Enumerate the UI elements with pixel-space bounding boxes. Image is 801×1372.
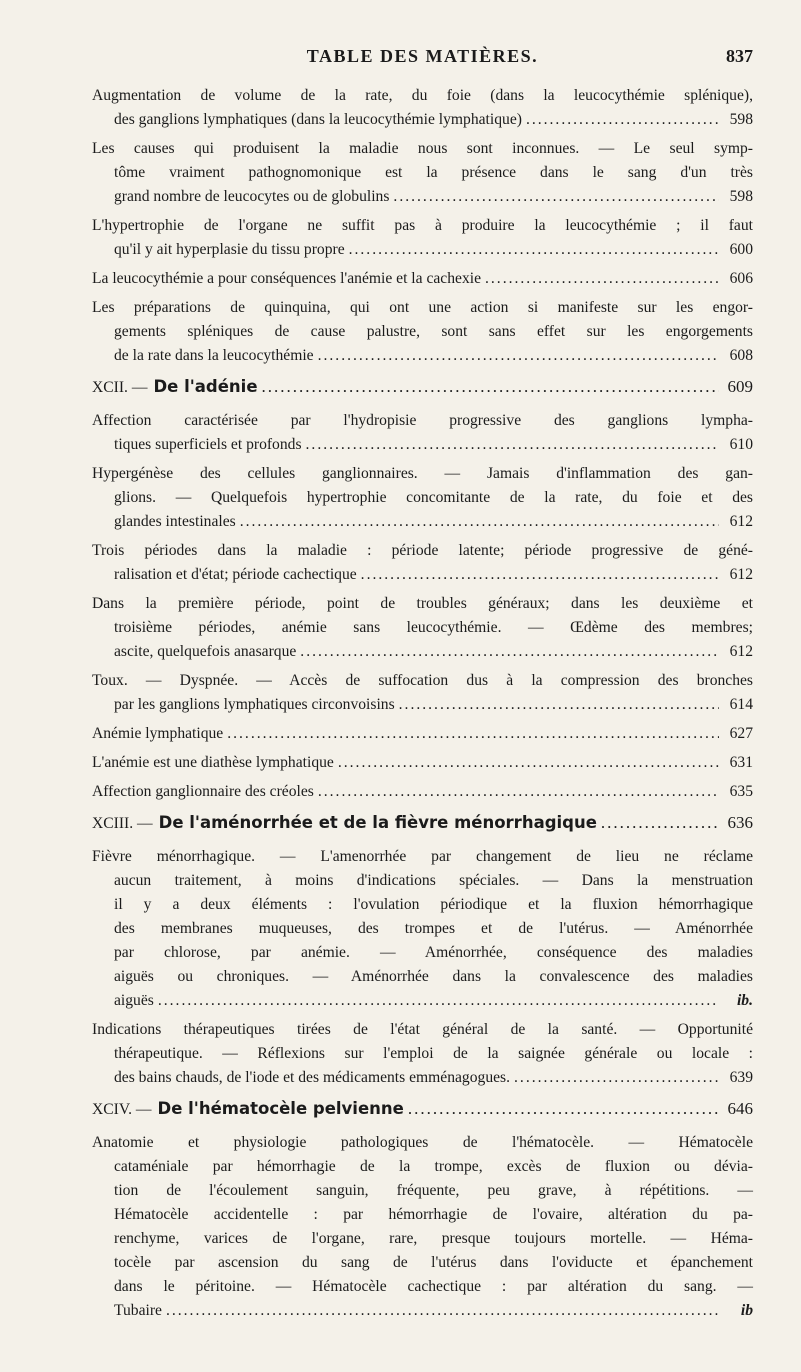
entry-line: Indications thérapeutiques tirées de l'état général de la santé. — Opportunité bbox=[92, 1021, 753, 1038]
section-heading bbox=[92, 810, 753, 837]
entry-last-line bbox=[92, 433, 753, 457]
entry-line: Hématocèle accidentelle : par hémorrhagie de l'ovaire, altération du pa- bbox=[114, 1206, 753, 1223]
entry-page-number: 636 bbox=[727, 813, 753, 832]
section-number: XCIV. — bbox=[92, 1101, 152, 1118]
entry-line: glandes intestinales bbox=[114, 513, 236, 530]
entry-line: il y a deux éléments : l'ovulation périodique et la fluxion hémorrhagique bbox=[114, 896, 753, 913]
entry-line: Augmentation de volume de la rate, du foie (dans la leucocythémie splénique), bbox=[92, 87, 753, 104]
section-heading bbox=[92, 374, 753, 401]
entry-line: Toux. — Dyspnée. — Accès de suffocation dus à la compression des bronches bbox=[92, 672, 753, 689]
toc-entry bbox=[92, 137, 753, 209]
entry-last-line bbox=[92, 780, 753, 804]
entry-line: grand nombre de leucocytes ou de globulins bbox=[114, 188, 390, 205]
dot-leader bbox=[349, 238, 719, 262]
entry-line: Trois périodes dans la maladie : période latente; période progressive de géné- bbox=[92, 542, 753, 559]
toc-entry bbox=[92, 751, 753, 775]
running-header bbox=[92, 46, 753, 82]
entry-page-number: 631 bbox=[729, 754, 753, 771]
toc-entry bbox=[92, 1131, 753, 1323]
toc-entry bbox=[92, 592, 753, 664]
entry-last-line bbox=[92, 751, 753, 775]
entry-line: Fièvre ménorrhagique. — L'amenorrhée par changement de lieu ne réclame bbox=[92, 848, 753, 865]
entry-line: Les préparations de quinquina, qui ont une action si manifeste sur les engor- bbox=[92, 299, 753, 316]
entry-line: Les causes qui produisent la maladie nous sont inconnues. — Le seul symp- bbox=[92, 140, 753, 157]
dot-leader bbox=[601, 810, 719, 836]
entry-line: qu'il y ait hyperplasie du tissu propre bbox=[114, 241, 345, 258]
entry-line: Affection caractérisée par l'hydropisie progressive des ganglions lympha- bbox=[92, 412, 753, 429]
entry-line: aiguës bbox=[114, 992, 154, 1009]
entry-last-line bbox=[92, 185, 753, 209]
entry-line: tiques superficiels et profonds bbox=[114, 436, 302, 453]
dot-leader bbox=[318, 344, 719, 368]
entry-last-line bbox=[92, 510, 753, 534]
dot-leader bbox=[158, 989, 719, 1013]
entry-last-line bbox=[92, 267, 753, 291]
entry-page-number: 635 bbox=[729, 783, 753, 800]
entry-page-number: 610 bbox=[729, 436, 753, 453]
entry-line: gements spléniques de cause palustre, sont sans effet sur les engorgements bbox=[114, 323, 753, 340]
entry-page-number: 612 bbox=[729, 643, 753, 660]
section-number: XCIII. — bbox=[92, 815, 153, 832]
entry-last-line bbox=[92, 563, 753, 587]
toc-entry bbox=[92, 780, 753, 804]
toc-entry bbox=[92, 669, 753, 717]
dot-leader bbox=[227, 722, 719, 746]
entry-page-number: 598 bbox=[729, 111, 753, 128]
page-number: 837 bbox=[726, 46, 753, 66]
entry-last-line bbox=[92, 1066, 753, 1090]
dot-leader bbox=[514, 1066, 719, 1090]
toc-entry bbox=[92, 84, 753, 132]
entry-line: L'anémie est une diathèse lymphatique bbox=[92, 754, 334, 771]
entry-line: L'hypertrophie de l'organe ne suffit pas à produire la leucocythémie ; il faut bbox=[92, 217, 753, 234]
table-of-contents bbox=[92, 84, 753, 1323]
entry-line: aiguës ou chroniques. — Aménorrhée dans la convalescence des maladies bbox=[114, 968, 753, 985]
entry-line: cataméniale par hémorrhagie de la trompe, excès de fluxion ou dévia- bbox=[114, 1158, 753, 1175]
toc-entry bbox=[92, 267, 753, 291]
dot-leader bbox=[300, 640, 719, 664]
dot-leader bbox=[166, 1299, 719, 1323]
entry-page-number: 612 bbox=[729, 566, 753, 583]
entry-line: des ganglions lymphatiques (dans la leucocythémie lymphatique) bbox=[114, 111, 522, 128]
entry-line: glions. — Quelquefois hypertrophie concomitante de la rate, du foie et des bbox=[114, 489, 753, 506]
entry-page-number: ib bbox=[740, 1302, 753, 1319]
entry-line: des bains chauds, de l'iode et des médicaments emménagogues. bbox=[114, 1069, 511, 1086]
dot-leader bbox=[318, 780, 719, 804]
entry-last-line bbox=[92, 108, 753, 132]
entry-line: par les ganglions lymphatiques circonvoisins bbox=[114, 696, 395, 713]
entry-line: Anémie lymphatique bbox=[92, 725, 224, 742]
entry-line: ralisation et d'état; période cachectique bbox=[114, 566, 357, 583]
dot-leader bbox=[399, 693, 719, 717]
entry-page-number: 606 bbox=[729, 270, 753, 287]
entry-last-line bbox=[92, 722, 753, 746]
running-title: TABLE DES MATIÈRES. bbox=[306, 46, 539, 66]
entry-line: Dans la première période, point de troubles généraux; dans les deuxième et bbox=[92, 595, 753, 612]
entry-line: renchyme, varices de l'organe, rare, presque toujours mortelle. — Héma- bbox=[114, 1230, 753, 1247]
section-heading bbox=[92, 1096, 753, 1123]
toc-entry bbox=[92, 845, 753, 1013]
entry-line: tion de l'écoulement sanguin, fréquente, peu grave, à répétitions. — bbox=[114, 1182, 753, 1199]
entry-page-number: ib. bbox=[736, 992, 753, 1009]
entry-page-number: 600 bbox=[729, 241, 753, 258]
entry-page-number: 608 bbox=[729, 347, 753, 364]
dot-leader bbox=[361, 563, 719, 587]
section-number: XCII. — bbox=[92, 379, 148, 396]
entry-page-number: 627 bbox=[729, 725, 753, 742]
toc-entry bbox=[92, 462, 753, 534]
entry-page-number: 614 bbox=[729, 696, 753, 713]
entry-line: aucun traitement, à moins d'indications spéciales. — Dans la menstruation bbox=[114, 872, 753, 889]
entry-last-line bbox=[92, 344, 753, 368]
entry-line: par chlorose, par anémie. — Aménorrhée, conséquence des maladies bbox=[114, 944, 753, 961]
entry-line: troisième périodes, anémie sans leucocythémie. — Œdème des membres; bbox=[114, 619, 753, 636]
entry-line: Hypergénèse des cellules ganglionnaires. — Jamais d'inflammation des gan- bbox=[92, 465, 753, 482]
entry-page-number: 639 bbox=[729, 1069, 753, 1086]
toc-entry bbox=[92, 539, 753, 587]
entry-last-line bbox=[92, 989, 753, 1013]
entry-line: dans le péritoine. — Hématocèle cachectique : par altération du sang. — bbox=[114, 1278, 753, 1295]
dot-leader bbox=[262, 374, 719, 400]
section-title: De l'adénie bbox=[153, 377, 258, 396]
entry-last-line bbox=[92, 640, 753, 664]
dot-leader bbox=[338, 751, 719, 775]
entry-page-number: 612 bbox=[729, 513, 753, 530]
dot-leader bbox=[393, 185, 719, 209]
dot-leader bbox=[526, 108, 719, 132]
entry-line: Anatomie et physiologie pathologiques de l'hématocèle. — Hématocèle bbox=[92, 1134, 753, 1151]
section-title: De l'hématocèle pelvienne bbox=[157, 1099, 404, 1118]
entry-last-line bbox=[92, 238, 753, 262]
entry-line: Tubaire bbox=[114, 1302, 162, 1319]
dot-leader bbox=[485, 267, 719, 291]
section-title: De l'aménorrhée et de la fièvre ménorrhagique bbox=[158, 813, 597, 832]
toc-entry bbox=[92, 214, 753, 262]
entry-page-number: 646 bbox=[727, 1099, 753, 1118]
entry-line: La leucocythémie a pour conséquences l'anémie et la cachexie bbox=[92, 270, 481, 287]
entry-page-number: 609 bbox=[727, 377, 753, 396]
dot-leader bbox=[408, 1096, 719, 1122]
entry-last-line bbox=[92, 693, 753, 717]
dot-leader bbox=[240, 510, 719, 534]
entry-line: ascite, quelquefois anasarque bbox=[114, 643, 297, 660]
entry-line: Affection ganglionnaire des créoles bbox=[92, 783, 314, 800]
entry-line: des membranes muqueuses, des trompes et de l'utérus. — Aménorrhée bbox=[114, 920, 753, 937]
entry-line: tôme vraiment pathognomonique est la présence dans le sang d'un très bbox=[114, 164, 753, 181]
entry-page-number: 598 bbox=[729, 188, 753, 205]
toc-entry bbox=[92, 296, 753, 368]
toc-entry bbox=[92, 1018, 753, 1090]
toc-entry bbox=[92, 409, 753, 457]
entry-line: tocèle par ascension du sang de l'utérus dans l'oviducte et épanchement bbox=[114, 1254, 753, 1271]
entry-line: de la rate dans la leucocythémie bbox=[114, 347, 314, 364]
entry-line: thérapeutique. — Réflexions sur l'emploi de la saignée générale ou locale : bbox=[114, 1045, 753, 1062]
entry-last-line bbox=[92, 1299, 753, 1323]
dot-leader bbox=[306, 433, 719, 457]
toc-entry bbox=[92, 722, 753, 746]
